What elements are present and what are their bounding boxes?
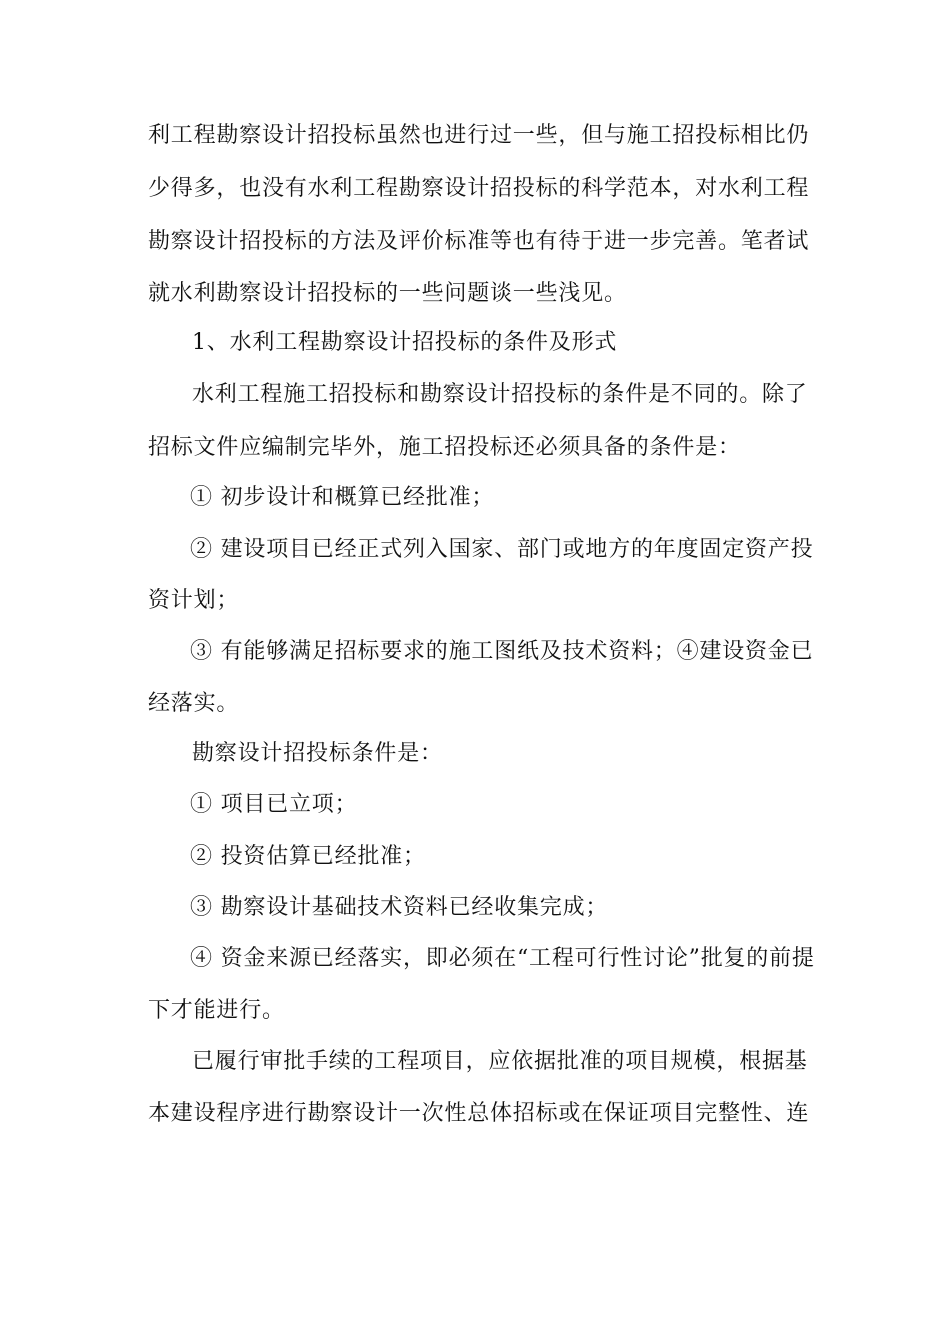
paragraph-line: 少得多，也没有水利工程勘察设计招投标的科学范本，对水利工程 xyxy=(148,176,810,201)
paragraph-line: 招标文件应编制完毕外，施工招投标还必须具备的条件是： xyxy=(148,435,741,460)
list-item: ② 投资估算已经批准； xyxy=(190,844,426,869)
list-item: ① 项目已立项； xyxy=(190,792,358,817)
list-item: ④ 资金来源已经落实，即必须在“工程可行性讨论”批复的前提 xyxy=(190,946,815,971)
paragraph-line: 勘察设计招投标的方法及评价标准等也有待于进一步完善。笔者试 xyxy=(148,229,810,254)
paragraph-line: 利工程勘察设计招投标虽然也进行过一些，但与施工招投标相比仍 xyxy=(148,123,810,148)
section-heading: 1、水利工程勘察设计招投标的条件及形式 xyxy=(192,330,618,355)
list-item-continuation: 经落实。 xyxy=(148,691,240,716)
list-item: ③ 勘察设计基础技术资料已经收集完成； xyxy=(190,895,609,920)
paragraph-line: 已履行审批手续的工程项目，应依据批准的项目规模，根据基 xyxy=(192,1049,808,1074)
paragraph-line: 本建设程序进行勘察设计一次性总体招标或在保证项目完整性、连 xyxy=(148,1101,810,1126)
list-item: ① 初步设计和概算已经批准； xyxy=(190,485,495,510)
paragraph-line: 勘察设计招投标条件是： xyxy=(192,741,443,766)
list-item-continuation: 下才能进行。 xyxy=(148,998,285,1023)
list-item-continuation: 资计划； xyxy=(148,588,240,613)
paragraph-line: 就水利勘察设计招投标的一些问题谈一些浅见。 xyxy=(148,281,627,306)
list-item: ② 建设项目已经正式列入国家、部门或地方的年度固定资产投 xyxy=(190,537,814,562)
list-item: ③ 有能够满足招标要求的施工图纸及技术资料；④建设资金已 xyxy=(190,639,814,664)
paragraph-line: 水利工程施工招投标和勘察设计招投标的条件是不同的。除了 xyxy=(192,382,808,407)
